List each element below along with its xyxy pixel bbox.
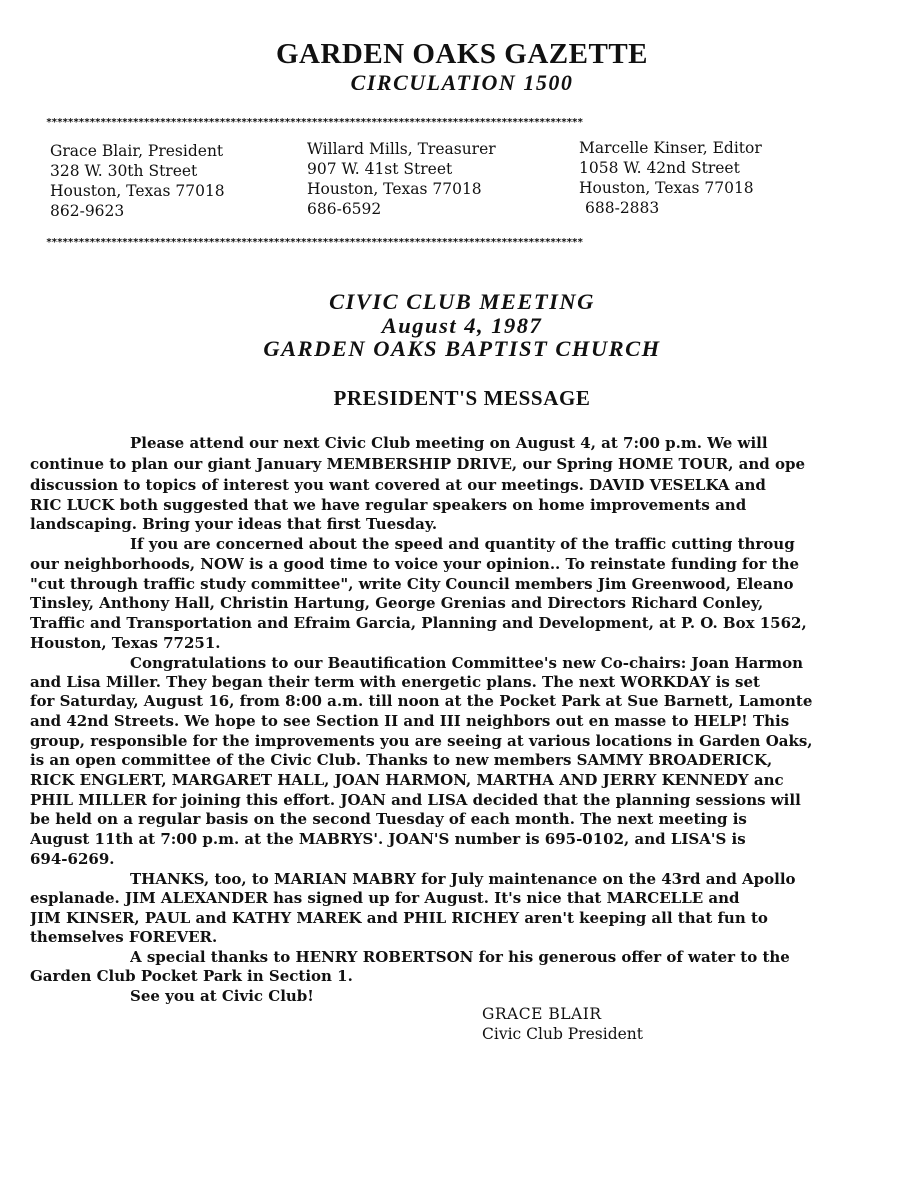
officer-phone: 686-6592 — [307, 200, 382, 218]
message-line: landscaping. Bring your ideas that first Tuesday. — [30, 515, 438, 533]
message-line: RIC LUCK both suggested that we have regular speakers on home improvements and — [30, 496, 747, 514]
message-line: Garden Club Pocket Park in Section 1. — [30, 967, 353, 985]
message-line: esplanade. JIM ALEXANDER has signed up for August. It's nice that MARCELLE and — [30, 889, 740, 907]
message-line: for Saturday, August 16, from 8:00 a.m. till noon at the Pocket Park at Sue Barnett, Lamonte — [30, 692, 813, 710]
message-line: discussion to topics of interest you want covered at our meetings. DAVID VESELKA and — [30, 476, 766, 494]
message-line: Tinsley, Anthony Hall, Christin Hartung, George Grenias and Directors Richard Conley, — [30, 594, 764, 612]
officer-street: 907 W. 41st Street — [307, 160, 453, 178]
message-line: continue to plan our giant January MEMBERSHIP DRIVE, our Spring HOME TOUR, and ope — [30, 455, 806, 473]
message-line: 694-6269. — [30, 850, 115, 868]
officer-phone: 688-2883 — [585, 199, 660, 217]
officer-phone: 862-9623 — [50, 202, 125, 220]
message-line: If you are concerned about the speed and quantity of the traffic cutting throug — [130, 535, 795, 553]
officer-treasurer — [307, 139, 496, 219]
message-line: Please attend our next Civic Club meeting on August 4, at 7:00 p.m. We will — [130, 434, 768, 452]
officer-city: Houston, Texas 77018 — [307, 180, 482, 198]
message-line: Traffic and Transportation and Efraim Garcia, Planning and Development, at P. O. Box 1562, — [30, 614, 807, 632]
message-line: themselves FOREVER. — [30, 928, 218, 946]
message-line: and Lisa Miller. They began their term with energetic plans. The next WORKDAY is set — [30, 673, 760, 691]
message-line: "cut through traffic study committee", write City Council members Jim Greenwood, Eleano — [30, 575, 794, 593]
officer-editor — [579, 138, 762, 218]
officer-president — [50, 141, 225, 221]
officer-name-role: Grace Blair, President — [50, 142, 224, 160]
message-title: PRESIDENT'S MESSAGE — [333, 386, 591, 410]
separator-bottom: *************************************************************************************************** — [46, 237, 583, 248]
officer-street: 328 W. 30th Street — [50, 162, 198, 180]
message-line: August 11th at 7:00 p.m. at the MABRYS'. JOAN'S number is 695-0102, and LISA'S is — [30, 830, 746, 848]
message-line: THANKS, too, to MARIAN MABRY for July maintenance on the 43rd and Apollo — [130, 870, 796, 888]
message-line: and 42nd Streets. We hope to see Section II and III neighbors out en masse to HELP! This — [30, 712, 790, 730]
newsletter-title: GARDEN OAKS GAZETTE — [275, 38, 649, 70]
message-line: See you at Civic Club! — [130, 987, 314, 1005]
officer-city: Houston, Texas 77018 — [579, 179, 754, 197]
message-line: Houston, Texas 77251. — [30, 634, 221, 652]
message-line: be held on a regular basis on the second Tuesday of each month. The next meeting is — [30, 810, 747, 828]
officer-name-role: Willard Mills, Treasurer — [307, 140, 496, 158]
meeting-heading: CIVIC CLUB MEETING — [329, 289, 595, 314]
signature-title: Civic Club President — [482, 1025, 644, 1043]
message-line: group, responsible for the improvements you are seeing at various locations in Garden Oaks, — [30, 732, 813, 750]
message-line: PHIL MILLER for joining this effort. JOAN and LISA decided that the planning sessions will — [30, 791, 801, 809]
message-line: A special thanks to HENRY ROBERTSON for his generous offer of water to the — [130, 948, 790, 966]
meeting-date: August 4, 1987 — [381, 313, 543, 338]
meeting-location: GARDEN OAKS BAPTIST CHURCH — [263, 336, 661, 361]
message-line: our neighborhoods, NOW is a good time to voice your opinion.. To reinstate funding for the — [30, 555, 800, 573]
separator-top: *************************************************************************************************** — [46, 117, 583, 128]
officer-name-role: Marcelle Kinser, Editor — [579, 139, 762, 157]
signature-name: GRACE BLAIR — [482, 1005, 602, 1023]
message-line: JIM KINSER, PAUL and KATHY MAREK and PHIL RICHEY aren't keeping all that fun to — [30, 909, 768, 927]
officer-city: Houston, Texas 77018 — [50, 182, 225, 200]
officer-street: 1058 W. 42nd Street — [579, 159, 740, 177]
message-line: RICK ENGLERT, MARGARET HALL, JOAN HARMON, MARTHA AND JERRY KENNEDY anc — [30, 771, 784, 789]
circulation-subtitle: CIRCULATION 1500 — [350, 70, 574, 95]
message-line: is an open committee of the Civic Club. Thanks to new members SAMMY BROADERICK, — [30, 751, 773, 769]
message-line: Congratulations to our Beautification Committee's new Co-chairs: Joan Harmon — [130, 654, 804, 672]
